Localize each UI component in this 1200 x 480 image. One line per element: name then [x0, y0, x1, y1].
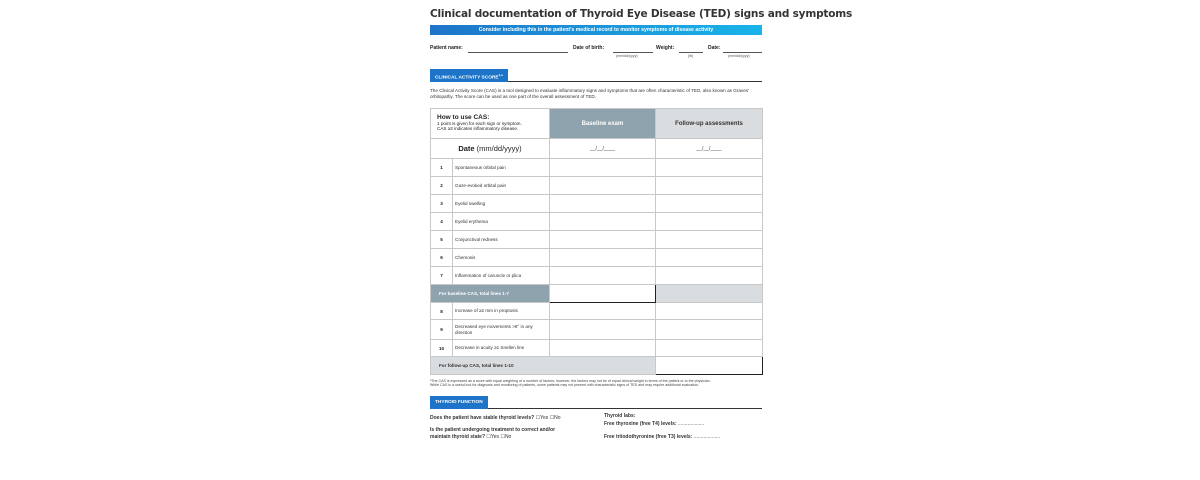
baseline-score-field[interactable] [550, 267, 656, 285]
q2-yes-label: Yes [490, 433, 500, 440]
dob-hint: (mm/dd/yyyy) [616, 54, 638, 58]
item-number: 7 [431, 267, 453, 285]
cas-item-row [431, 320, 763, 340]
followup-date-field[interactable]: __/__/____ [656, 139, 763, 159]
baseline-score-field[interactable] [550, 340, 656, 357]
date-format: (mm/dd/yyyy) [476, 144, 522, 153]
followup-header: Follow-up assessments [656, 109, 763, 139]
item-label: Decreased eye movements >8° in any direction [453, 320, 550, 340]
cas-intro: The Clinical Activity Score (CAS) is a tool designed to evaluate inflammatory signs and symptoms that are often characteristic of TED, also known as Graves' orbitopathy. The score can be used as one part of the overall assessment of TED. [430, 88, 749, 99]
followup-score-field[interactable] [656, 320, 763, 340]
baseline-total-row [431, 285, 763, 303]
ted-documentation-form [430, 4, 853, 476]
q1-row [430, 415, 561, 421]
followup-score-field[interactable] [656, 213, 763, 231]
cas-footnote [430, 379, 762, 388]
date-row [431, 139, 763, 159]
cas-heading-sup: 1,a [498, 73, 503, 77]
t4-field[interactable]: ................... [677, 420, 705, 427]
q2-no-option[interactable]: ☐No [500, 433, 512, 440]
date-word: Date [458, 144, 475, 153]
howto-cell [431, 109, 550, 139]
item-label: Eyelid erythema [453, 213, 550, 231]
weight-label: Weight: [656, 45, 675, 51]
item-number: 8 [431, 303, 453, 320]
item-label: Eyelid swelling [453, 195, 550, 213]
cas-item-row [431, 267, 763, 285]
item-label: Spontaneous orbital pain [453, 159, 550, 177]
item-number: 1 [431, 159, 453, 177]
cas-item-row [431, 303, 763, 320]
followup-total-row [431, 357, 763, 375]
cas-item-row [431, 231, 763, 249]
cas-item-row [431, 177, 763, 195]
howto-title: How to use CAS: [437, 114, 490, 122]
t3-field[interactable]: ................... [693, 433, 721, 440]
followup-score-field[interactable] [656, 177, 763, 195]
dob-label: Date of birth: [573, 45, 605, 51]
followup-score-field[interactable] [656, 231, 763, 249]
baseline-score-field[interactable] [550, 213, 656, 231]
baseline-date-field[interactable]: __/__/____ [550, 139, 656, 159]
cas-item-row [431, 195, 763, 213]
q2-text: maintain thyroid state? [430, 433, 486, 440]
item-number: 3 [431, 195, 453, 213]
date-label: Date: [708, 45, 721, 51]
cas-table [430, 108, 763, 375]
thyroid-function-block [430, 409, 762, 479]
patient-name-field[interactable] [468, 52, 568, 53]
followup-score-field[interactable] [656, 159, 763, 177]
baseline-score-field[interactable] [550, 195, 656, 213]
date-row-label [431, 139, 550, 159]
cas-item-row [431, 340, 763, 357]
dob-field[interactable] [613, 52, 653, 53]
q1-yes-label: Yes [540, 414, 549, 421]
followup-score-field[interactable] [656, 195, 763, 213]
cas-section-header [430, 67, 762, 82]
followup-total-label: For follow-up CAS, total lines 1-10 [431, 357, 656, 375]
footnote-line1: ᵃThe CAS is expressed as a score with equal weighting of a number of factors; however, the factors may not be of equal clinical weight in terms of the patient or to the physician. [430, 379, 711, 383]
followup-score-field[interactable] [656, 340, 763, 357]
item-label: Inflammation of caruncle or plica [453, 267, 550, 285]
item-label: Chemosis [453, 249, 550, 267]
cas-header-row [431, 109, 763, 139]
baseline-exam-header: Baseline exam [550, 109, 656, 139]
thyroid-labs-title: Thyroid labs: [604, 412, 636, 419]
date-field[interactable] [723, 52, 762, 53]
q1-no-label: No [554, 414, 561, 421]
subtitle-banner: Consider including this in the patient's medical record to monitor symptoms of disease activity [430, 25, 762, 35]
weight-field[interactable] [679, 52, 703, 53]
patient-name-label: Patient name: [430, 45, 463, 51]
cas-section-tab [430, 69, 508, 82]
howto-line1: 1 point is given for each sign or symptom. [437, 120, 522, 126]
baseline-total-label: For baseline CAS, total lines 1-7 [431, 285, 550, 303]
item-number: 9 [431, 320, 453, 340]
cas-item-row [431, 213, 763, 231]
followup-total-field[interactable] [656, 357, 763, 375]
thyroid-section-tab: THYROID FUNCTION [430, 396, 488, 409]
followup-score-field[interactable] [656, 303, 763, 320]
q2-no-label: No [504, 433, 512, 440]
baseline-score-field[interactable] [550, 320, 656, 340]
baseline-score-field[interactable] [550, 231, 656, 249]
baseline-score-field[interactable] [550, 177, 656, 195]
thyroid-section-header [430, 394, 762, 409]
q1-text: Does the patient have stable thyroid levels? [430, 414, 535, 421]
patient-info-row [430, 41, 762, 63]
item-number: 10 [431, 340, 453, 357]
weight-hint: (lb) [688, 54, 694, 58]
howto-line2: CAS ≥3 indicates inflammatory disease. [437, 126, 519, 132]
baseline-total-followup-blank [656, 285, 763, 303]
baseline-score-field[interactable] [550, 159, 656, 177]
form-title: Clinical documentation of Thyroid Eye Disease (TED) signs and symptoms [430, 8, 853, 20]
baseline-score-field[interactable] [550, 249, 656, 267]
baseline-total-field[interactable] [550, 285, 656, 303]
item-number: 6 [431, 249, 453, 267]
followup-score-field[interactable] [656, 249, 763, 267]
q2-yes-option[interactable]: ☐Yes [486, 433, 500, 440]
t3-row [604, 434, 720, 440]
item-number: 5 [431, 231, 453, 249]
baseline-score-field[interactable] [550, 303, 656, 320]
t4-row [604, 421, 704, 427]
q2-row [430, 434, 511, 440]
q1-yes-option[interactable]: ☐Yes [535, 414, 549, 421]
item-number: 4 [431, 213, 453, 231]
t4-label: Free thyroxine (free T4) levels: [604, 420, 677, 427]
item-label: Increase of ≥2 mm in proptosis [453, 303, 550, 320]
date-hint: (mm/dd/yyyy) [728, 54, 750, 58]
cas-heading-text: CLINICAL ACTIVITY SCORE [435, 75, 499, 81]
item-label: Decrease in acuity ≥1 Snellen line [453, 340, 550, 357]
q2-line1: Is the patient undergoing treatment to correct and/or [430, 426, 556, 433]
item-label: Conjunctival redness [453, 231, 550, 249]
footnote-line2: While CAS is a useful tool for diagnosis and monitoring of patients, some patients may not present with characteristic signs of TED and may require additional evaluation. [430, 383, 700, 388]
cas-item-row [431, 159, 763, 177]
item-number: 2 [431, 177, 453, 195]
t3-label: Free triiodothyronine (free T3) levels: [604, 433, 693, 440]
cas-item-row [431, 249, 763, 267]
q1-no-option[interactable]: ☐No [549, 414, 561, 421]
followup-score-field[interactable] [656, 267, 763, 285]
item-label: Gaze-evoked orbital pain [453, 177, 550, 195]
